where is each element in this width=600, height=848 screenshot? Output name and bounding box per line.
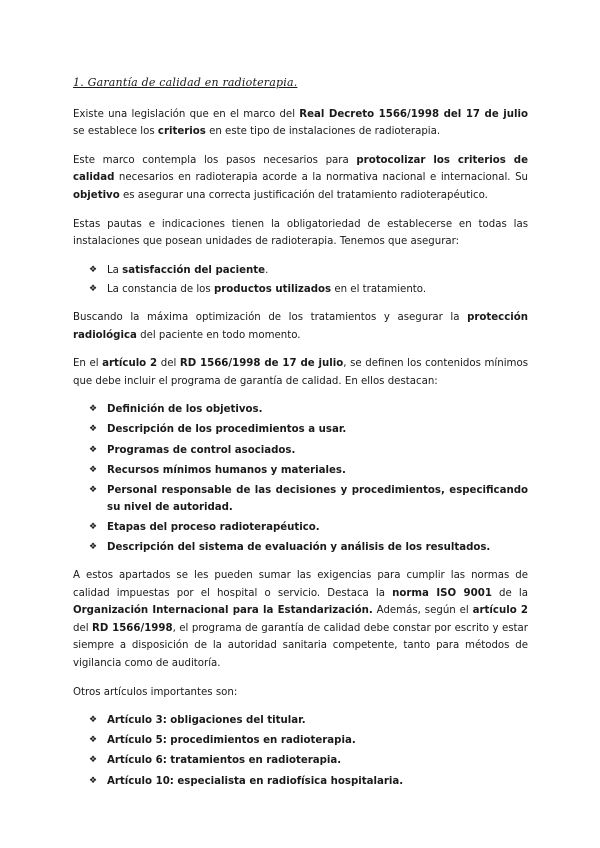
bold-text: protocolizar los criterios de calidad — [73, 154, 528, 184]
list-item: ❖ Programas de control asociados. — [89, 442, 528, 460]
list-ensure — [73, 262, 528, 299]
list-minimum-contents — [73, 401, 528, 557]
list-item: ❖ Recursos mínimos humanos y materiales. — [89, 462, 528, 480]
list-item — [89, 262, 528, 280]
bold-text: Real Decreto 1566/1998 del 17 de julio — [299, 108, 528, 120]
document-page — [73, 74, 528, 800]
list-item: ❖ Descripción de los procedimientos a usar. — [89, 421, 528, 439]
list-item — [89, 281, 528, 299]
bold-text: RD 1566/1998 — [92, 622, 173, 634]
paragraph-framework — [73, 152, 528, 205]
list-item: ❖ Personal responsable de las decisiones y procedimientos, especificando su nivel de autoridad. — [89, 482, 528, 517]
text: Buscando la máxima optimización de los tratamientos y asegurar la — [73, 311, 468, 323]
text: del — [73, 622, 93, 634]
bold-text: Organización Internacional para la Estandarización. — [73, 605, 373, 617]
bold-text: artículo 2 — [472, 605, 528, 617]
text: Este marco contempla los pasos necesarios para — [73, 154, 357, 166]
text: En el — [73, 358, 103, 370]
text: La — [107, 264, 123, 276]
bold-text: satisfacción del paciente — [122, 264, 266, 276]
paragraph-guidelines: Estas pautas e indicaciones tienen la obligatoriedad de establecerse en todas las instalaciones que posean unidades de radioterapia. Tenemos que asegurar: — [73, 218, 528, 248]
paragraph-article-2 — [73, 355, 528, 390]
bold-text: artículo 2 — [102, 358, 158, 370]
section-heading: 1. Garantía de calidad en radioterapia. — [73, 76, 298, 89]
list-item: ❖ Artículo 3: obligaciones del titular. — [89, 712, 528, 730]
text: , el programa de garantía de calidad debe constar por escrito y estar siempre a disposición de la autoridad sanitaria competente, tanto para métodos de vigilancia como de auditoría. — [73, 622, 528, 670]
text: del paciente en todo momento. — [136, 329, 301, 341]
text: en el tratamiento. — [331, 284, 427, 296]
text: del — [157, 358, 180, 370]
bold-text: norma ISO 9001 — [392, 587, 492, 599]
text: necesarios en radioterapia acorde a la normativa nacional e internacional. Su — [114, 172, 528, 184]
text: se establece los — [73, 126, 158, 138]
paragraph-legislation — [73, 106, 528, 141]
bold-text: productos utilizados — [213, 284, 332, 296]
bold-text: criterios — [157, 126, 206, 138]
bold-text: objetivo — [73, 189, 120, 201]
text: es asegurar una correcta justificación del tratamiento radioterapéutico. — [119, 189, 488, 201]
list-item: ❖ Definición de los objetivos. — [89, 401, 528, 419]
paragraph-other-articles: Otros artículos importantes son: — [73, 686, 238, 698]
text: Además, según el — [372, 605, 473, 617]
list-item: ❖ Artículo 5: procedimientos en radioterapia. — [89, 732, 528, 750]
text: de la — [491, 587, 528, 599]
text: en este tipo de instalaciones de radioterapia. — [205, 126, 441, 138]
list-item: ❖ Descripción del sistema de evaluación y análisis de los resultados. — [89, 539, 528, 557]
paragraph-iso — [73, 567, 528, 673]
text: , se definen los contenidos mínimos que debe incluir el programa de garantía de calidad. En ellos destacan: — [73, 358, 529, 387]
list-item: ❖ Artículo 6: tratamientos en radioterapia. — [89, 752, 528, 770]
bold-text: protección radiológica — [73, 311, 528, 341]
text: La constancia de los — [107, 284, 214, 296]
list-item: ❖ Etapas del proceso radioterapéutico. — [89, 519, 528, 537]
paragraph-optimization — [73, 309, 528, 344]
list-articles — [73, 712, 528, 790]
text: A estos apartados se les pueden sumar las exigencias para cumplir las normas de calidad impuestas por el hospital o servicio. Destaca la — [73, 570, 528, 599]
bold-text: RD 1566/1998 de 17 de julio — [179, 358, 344, 370]
text: . — [265, 264, 269, 276]
text: Existe una legislación que en el marco del — [73, 108, 300, 120]
list-item: ❖ Artículo 10: especialista en radiofísica hospitalaria. — [89, 773, 528, 791]
